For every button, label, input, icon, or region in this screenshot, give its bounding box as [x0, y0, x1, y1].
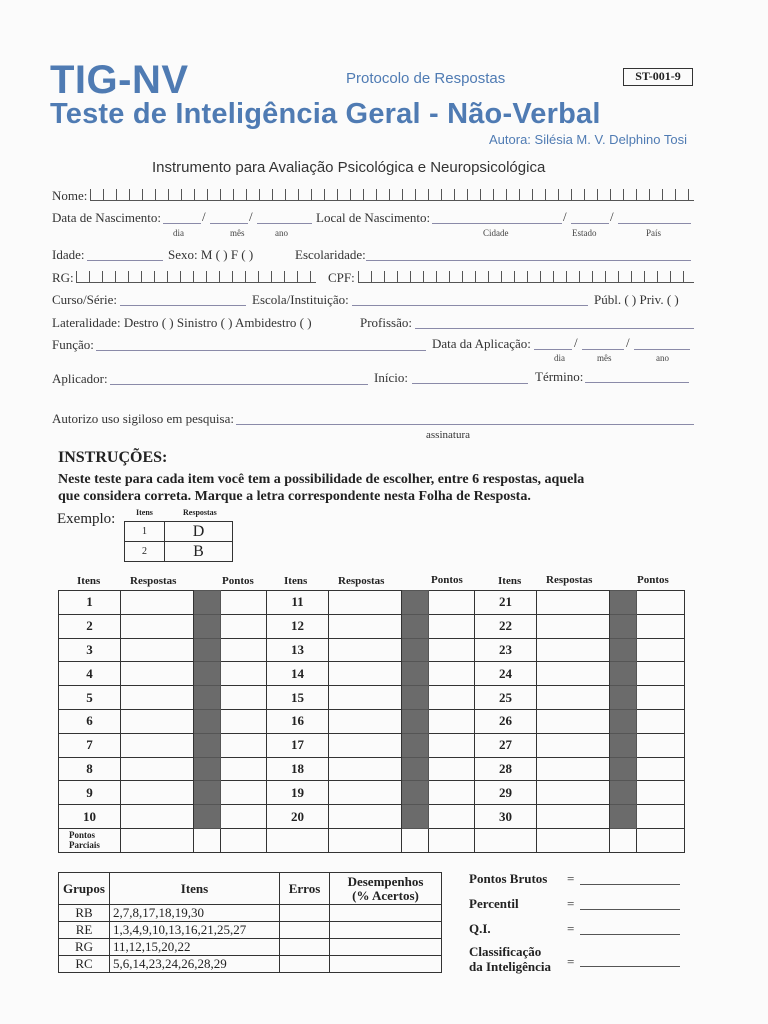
- answer-cell[interactable]: [121, 591, 194, 615]
- answer-cell[interactable]: [537, 781, 610, 805]
- birth-day-field[interactable]: [163, 223, 201, 224]
- answer-cell[interactable]: [329, 757, 402, 781]
- mes-hint: mês: [597, 353, 612, 363]
- shaded-cell: [194, 638, 221, 662]
- instructions-title: INSTRUÇÕES:: [58, 449, 168, 466]
- birth-month-field[interactable]: [210, 223, 248, 224]
- points-cell[interactable]: [429, 662, 475, 686]
- item-number: 8: [59, 757, 121, 781]
- answer-cell[interactable]: [329, 709, 402, 733]
- answer-cell[interactable]: [121, 757, 194, 781]
- points-cell[interactable]: [429, 733, 475, 757]
- slash: /: [563, 209, 567, 224]
- item-number: 25: [475, 686, 537, 710]
- group-code: RB: [59, 905, 110, 922]
- instructions-line-1: Neste teste para cada item você tem a possibilidade de escolher, entre 6 respostas, aquela: [58, 472, 585, 487]
- cpf-field[interactable]: [358, 271, 694, 283]
- answer-cell[interactable]: [329, 686, 402, 710]
- instructions-line-2: que considera correta. Marque a letra correspondente nesta Folha de Resposta.: [58, 489, 531, 504]
- item-number: 16: [267, 709, 329, 733]
- eq: =: [567, 896, 575, 911]
- answer-row: [59, 591, 685, 615]
- acertos-label: (% Acertos): [352, 887, 419, 903]
- pontos-brutos-label: Pontos Brutos: [469, 871, 548, 886]
- answer-grid: [58, 590, 685, 853]
- mes-hint: mês: [230, 228, 245, 238]
- example-row: [125, 522, 233, 542]
- points-cell[interactable]: [429, 686, 475, 710]
- shaded-cell: [610, 662, 637, 686]
- item-number: 17: [267, 733, 329, 757]
- group-row: [59, 939, 442, 956]
- escola-label: Escola/Instituição:: [252, 292, 349, 307]
- publ-priv-options[interactable]: Públ. ( ) Priv. ( ): [594, 292, 679, 307]
- partial-points-cell-3[interactable]: [637, 828, 685, 852]
- desempenhos-label: Desempenhos: [347, 873, 424, 889]
- example-row: [125, 542, 233, 562]
- points-cell[interactable]: [429, 781, 475, 805]
- shaded-cell: [402, 733, 429, 757]
- example-answer: B: [165, 542, 233, 562]
- groups-col-itens: Itens: [110, 873, 280, 905]
- shaded-cell: [610, 686, 637, 710]
- slash: /: [249, 209, 253, 224]
- city-field[interactable]: [432, 223, 562, 224]
- cidade-hint: Cidade: [483, 228, 509, 238]
- group-row: [59, 956, 442, 973]
- empty-cell: [537, 828, 610, 852]
- empty-cell: [402, 828, 429, 852]
- group-performance-cell[interactable]: [330, 956, 442, 973]
- answer-row: [59, 757, 685, 781]
- answer-cell[interactable]: [537, 638, 610, 662]
- answer-cell[interactable]: [121, 733, 194, 757]
- qi-label: Q.I.: [469, 921, 491, 936]
- birth-year-field[interactable]: [257, 223, 312, 224]
- item-number: 4: [59, 662, 121, 686]
- shaded-cell: [194, 709, 221, 733]
- empty-cell: [475, 828, 537, 852]
- app-month-field[interactable]: [582, 349, 624, 350]
- answer-row: [59, 614, 685, 638]
- shaded-cell: [402, 686, 429, 710]
- item-number: 11: [267, 591, 329, 615]
- item-number: 10: [59, 805, 121, 829]
- assinatura-hint: assinatura: [426, 429, 470, 441]
- termino-label: Término:: [535, 369, 584, 384]
- points-cell[interactable]: [637, 686, 685, 710]
- funcao-label: Função:: [52, 337, 94, 352]
- cpf-label: CPF:: [328, 270, 355, 285]
- answer-cell[interactable]: [537, 757, 610, 781]
- slash: /: [626, 335, 630, 350]
- item-number: 7: [59, 733, 121, 757]
- example-label: Exemplo:: [57, 511, 116, 527]
- app-year-field[interactable]: [634, 349, 690, 350]
- item-number: 18: [267, 757, 329, 781]
- shaded-cell: [402, 757, 429, 781]
- answer-row: [59, 662, 685, 686]
- points-cell[interactable]: [221, 662, 267, 686]
- qi-field[interactable]: [580, 934, 680, 935]
- grid-col-itens: Itens: [284, 575, 308, 587]
- percentil-label: Percentil: [469, 896, 519, 911]
- answer-cell[interactable]: [121, 638, 194, 662]
- points-cell[interactable]: [637, 757, 685, 781]
- group-errors-cell[interactable]: [280, 956, 330, 973]
- answer-row: [59, 638, 685, 662]
- ano-hint: ano: [275, 228, 288, 238]
- points-cell[interactable]: [637, 614, 685, 638]
- example-answer: D: [165, 522, 233, 542]
- dia-hint: dia: [554, 353, 565, 363]
- shaded-cell: [610, 805, 637, 829]
- dia-hint: dia: [173, 228, 184, 238]
- birthdate-label: Data de Nascimento:: [52, 210, 162, 225]
- escolaridade-label: Escolaridade:: [295, 247, 366, 262]
- item-number: 29: [475, 781, 537, 805]
- shaded-cell: [194, 662, 221, 686]
- answer-cell[interactable]: [537, 614, 610, 638]
- groups-col-grupos: Grupos: [59, 873, 110, 905]
- answer-cell[interactable]: [121, 781, 194, 805]
- item-number: 14: [267, 662, 329, 686]
- item-number: 3: [59, 638, 121, 662]
- item-number: 15: [267, 686, 329, 710]
- parciais-word: Parciais: [69, 840, 100, 851]
- groups-col-desempenhos: [330, 873, 442, 905]
- points-cell[interactable]: [221, 709, 267, 733]
- points-cell[interactable]: [637, 638, 685, 662]
- groups-table: [58, 872, 442, 973]
- group-errors-cell[interactable]: [280, 939, 330, 956]
- slash: /: [610, 209, 614, 224]
- example-col-respostas: Respostas: [183, 508, 217, 517]
- answer-cell[interactable]: [329, 662, 402, 686]
- points-cell[interactable]: [637, 709, 685, 733]
- points-cell[interactable]: [221, 638, 267, 662]
- classificacao-line-2: da Inteligência: [469, 959, 551, 974]
- points-cell[interactable]: [637, 733, 685, 757]
- groups-header-row: [59, 873, 442, 905]
- answer-cell[interactable]: [329, 805, 402, 829]
- rg-label: RG:: [52, 270, 74, 285]
- answer-cell[interactable]: [537, 709, 610, 733]
- item-number: 20: [267, 805, 329, 829]
- idade-label: Idade:: [52, 247, 85, 262]
- classificacao-field[interactable]: [580, 966, 680, 967]
- grid-col-respostas: Respostas: [130, 575, 177, 587]
- form-code: ST-001-9: [623, 68, 693, 86]
- instrument-label: Instrumento para Avaliação Psicológica e Neuropsicológica: [152, 159, 546, 176]
- answer-row: [59, 733, 685, 757]
- item-number: 2: [59, 614, 121, 638]
- grid-col-pontos: Pontos: [222, 575, 254, 587]
- shaded-cell: [194, 686, 221, 710]
- points-cell[interactable]: [429, 709, 475, 733]
- shaded-cell: [194, 614, 221, 638]
- item-number: 1: [59, 591, 121, 615]
- answer-cell[interactable]: [121, 662, 194, 686]
- test-subtitle: Teste de Inteligência Geral - Não-Verbal: [50, 98, 601, 130]
- partial-points-label: [59, 828, 121, 852]
- partial-points-cell-1[interactable]: [221, 828, 267, 852]
- answer-cell[interactable]: [329, 614, 402, 638]
- answer-cell[interactable]: [121, 686, 194, 710]
- shaded-cell: [610, 733, 637, 757]
- points-cell[interactable]: [221, 686, 267, 710]
- nome-label: Nome:: [52, 188, 88, 203]
- rg-field[interactable]: [76, 271, 316, 283]
- group-items: 5,6,14,23,24,26,28,29: [110, 956, 280, 973]
- shaded-cell: [610, 638, 637, 662]
- termino-field[interactable]: [585, 382, 689, 383]
- points-cell[interactable]: [221, 805, 267, 829]
- example-table: [124, 521, 233, 562]
- example-item: 1: [125, 522, 165, 542]
- aplicador-label: Aplicador:: [52, 371, 108, 386]
- grid-col-pontos: Pontos: [637, 574, 669, 586]
- group-items: 1,3,4,9,10,13,16,21,25,27: [110, 922, 280, 939]
- profissao-field[interactable]: [415, 328, 694, 329]
- item-number: 9: [59, 781, 121, 805]
- instructions-text: [58, 471, 584, 505]
- shaded-cell: [402, 662, 429, 686]
- empty-cell: [610, 828, 637, 852]
- shaded-cell: [402, 638, 429, 662]
- answer-cell[interactable]: [537, 591, 610, 615]
- shaded-cell: [610, 591, 637, 615]
- groups-col-erros: Erros: [280, 873, 330, 905]
- empty-cell: [194, 828, 221, 852]
- lateralidade-options[interactable]: Lateralidade: Destro ( ) Sinistro ( ) Ambidestro ( ): [52, 315, 312, 330]
- partial-points-row: [59, 828, 685, 852]
- shaded-cell: [402, 591, 429, 615]
- grid-col-respostas: Respostas: [338, 575, 385, 587]
- group-code: RC: [59, 956, 110, 973]
- empty-cell: [121, 828, 194, 852]
- protocol-label: Protocolo de Respostas: [346, 70, 506, 87]
- eq: =: [567, 871, 575, 886]
- points-cell[interactable]: [429, 614, 475, 638]
- test-title: TIG-NV: [50, 58, 189, 102]
- points-cell[interactable]: [221, 614, 267, 638]
- shaded-cell: [194, 805, 221, 829]
- points-cell[interactable]: [221, 781, 267, 805]
- shaded-cell: [194, 757, 221, 781]
- points-cell[interactable]: [429, 805, 475, 829]
- grid-col-itens: Itens: [77, 575, 101, 587]
- example-item: 2: [125, 542, 165, 562]
- answer-cell[interactable]: [121, 614, 194, 638]
- answer-cell[interactable]: [537, 805, 610, 829]
- points-cell[interactable]: [637, 662, 685, 686]
- state-field[interactable]: [571, 223, 609, 224]
- answer-cell[interactable]: [537, 686, 610, 710]
- shaded-cell: [610, 709, 637, 733]
- empty-cell: [267, 828, 329, 852]
- grid-col-respostas: Respostas: [546, 574, 593, 586]
- item-number: 24: [475, 662, 537, 686]
- example-col-itens: Itens: [136, 508, 153, 517]
- idade-field[interactable]: [87, 260, 163, 261]
- app-day-field[interactable]: [534, 349, 572, 350]
- autorizo-label: Autorizo uso sigiloso em pesquisa:: [52, 411, 234, 426]
- answer-row: [59, 709, 685, 733]
- shaded-cell: [402, 614, 429, 638]
- item-number: 13: [267, 638, 329, 662]
- country-field[interactable]: [618, 223, 691, 224]
- group-errors-cell[interactable]: [280, 922, 330, 939]
- points-cell[interactable]: [637, 591, 685, 615]
- points-cell[interactable]: [637, 781, 685, 805]
- item-number: 28: [475, 757, 537, 781]
- curso-label: Curso/Série:: [52, 292, 117, 307]
- points-cell[interactable]: [221, 733, 267, 757]
- empty-cell: [329, 828, 402, 852]
- item-number: 30: [475, 805, 537, 829]
- group-errors-cell[interactable]: [280, 905, 330, 922]
- answer-cell[interactable]: [329, 591, 402, 615]
- inicio-label: Início:: [374, 370, 408, 385]
- item-number: 19: [267, 781, 329, 805]
- item-number: 6: [59, 709, 121, 733]
- answer-cell[interactable]: [537, 662, 610, 686]
- author-label: Autora: Silésia M. V. Delphino Tosi: [489, 132, 687, 147]
- signature-field[interactable]: [236, 424, 694, 425]
- shaded-cell: [402, 805, 429, 829]
- points-cell[interactable]: [429, 591, 475, 615]
- nome-field[interactable]: [90, 189, 694, 201]
- aplicador-field[interactable]: [110, 384, 368, 385]
- classificacao-line-1: Classificação: [469, 944, 542, 959]
- answer-cell[interactable]: [329, 733, 402, 757]
- pais-hint: País: [646, 228, 662, 238]
- group-row: [59, 905, 442, 922]
- estado-hint: Estado: [572, 228, 597, 238]
- answer-cell[interactable]: [329, 638, 402, 662]
- shaded-cell: [402, 781, 429, 805]
- answer-row: [59, 781, 685, 805]
- profissao-label: Profissão:: [360, 315, 412, 330]
- inicio-field[interactable]: [412, 383, 528, 384]
- group-performance-cell[interactable]: [330, 905, 442, 922]
- eq: =: [567, 954, 575, 969]
- answer-row: [59, 686, 685, 710]
- points-cell[interactable]: [221, 757, 267, 781]
- shaded-cell: [610, 614, 637, 638]
- partial-points-cell-2[interactable]: [429, 828, 475, 852]
- escola-field[interactable]: [352, 305, 588, 306]
- slash: /: [574, 335, 578, 350]
- points-cell[interactable]: [429, 757, 475, 781]
- group-items: 11,12,15,20,22: [110, 939, 280, 956]
- pontos-word: Pontos: [69, 830, 96, 841]
- eq: =: [567, 921, 575, 936]
- birthplace-label: Local de Nascimento:: [316, 210, 431, 225]
- percentil-field[interactable]: [580, 909, 680, 910]
- item-number: 12: [267, 614, 329, 638]
- points-cell[interactable]: [221, 591, 267, 615]
- funcao-field[interactable]: [96, 350, 426, 351]
- answer-cell[interactable]: [537, 733, 610, 757]
- group-code: RG: [59, 939, 110, 956]
- item-number: 5: [59, 686, 121, 710]
- pontos-brutos-field[interactable]: [580, 884, 680, 885]
- item-number: 27: [475, 733, 537, 757]
- curso-field[interactable]: [120, 305, 246, 306]
- group-performance-cell[interactable]: [330, 939, 442, 956]
- group-performance-cell[interactable]: [330, 922, 442, 939]
- group-row: [59, 922, 442, 939]
- shaded-cell: [194, 591, 221, 615]
- points-cell[interactable]: [637, 805, 685, 829]
- classificacao-label: [469, 944, 551, 974]
- shaded-cell: [610, 757, 637, 781]
- ano-hint: ano: [656, 353, 669, 363]
- item-number: 21: [475, 591, 537, 615]
- grid-col-itens: Itens: [498, 575, 522, 587]
- escolaridade-field[interactable]: [366, 260, 691, 261]
- item-number: 23: [475, 638, 537, 662]
- shaded-cell: [194, 781, 221, 805]
- group-items: 2,7,8,17,18,19,30: [110, 905, 280, 922]
- application-date-label: Data da Aplicação:: [432, 336, 531, 351]
- shaded-cell: [402, 709, 429, 733]
- answer-cell[interactable]: [121, 709, 194, 733]
- item-number: 26: [475, 709, 537, 733]
- group-code: RE: [59, 922, 110, 939]
- item-number: 22: [475, 614, 537, 638]
- slash: /: [202, 209, 206, 224]
- answer-cell[interactable]: [329, 781, 402, 805]
- shaded-cell: [610, 781, 637, 805]
- points-cell[interactable]: [429, 638, 475, 662]
- shaded-cell: [194, 733, 221, 757]
- answer-cell[interactable]: [121, 805, 194, 829]
- sexo-options[interactable]: Sexo: M ( ) F ( ): [168, 247, 254, 262]
- answer-row: [59, 805, 685, 829]
- grid-col-pontos: Pontos: [431, 574, 463, 586]
